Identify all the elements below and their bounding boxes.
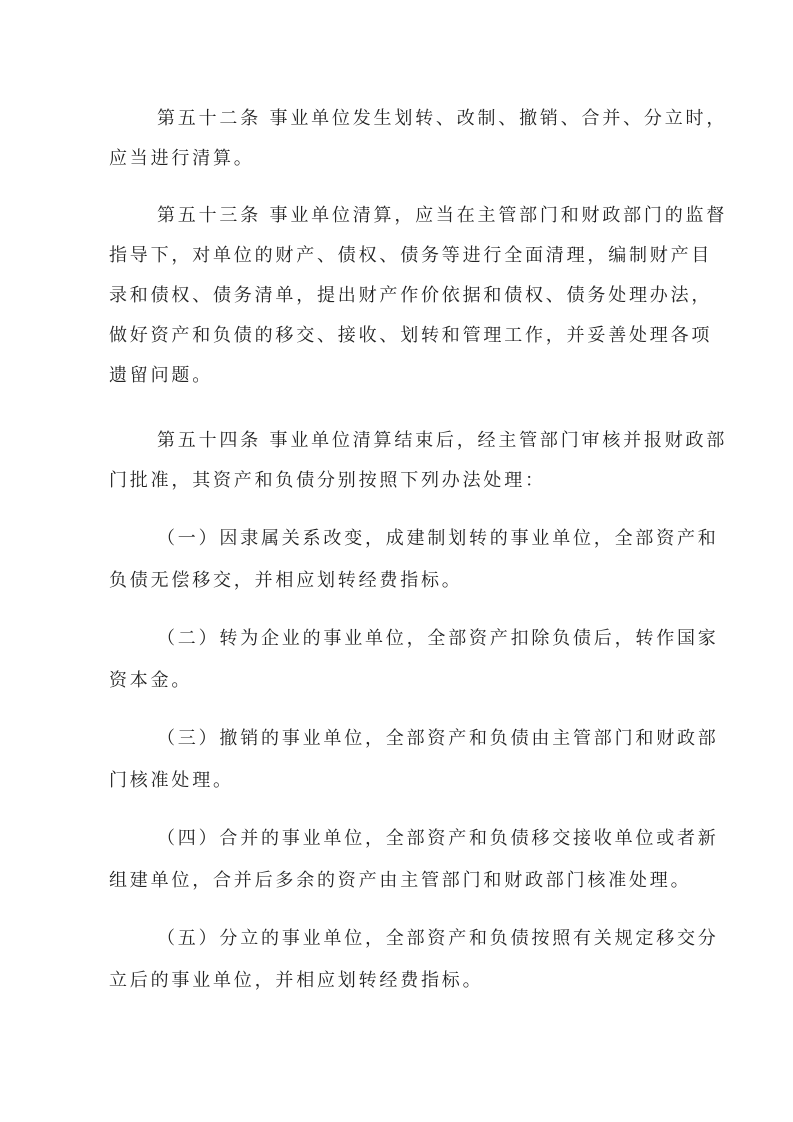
article-53-line-3: 录和债权、债务清单，提出财产作价依据和债权、债务处理办法， <box>109 285 713 306</box>
item-4-line-1: （四）合并的事业单位，全部资产和负债移交接收单位或者新 <box>157 828 719 849</box>
item-1-line-2: 负债无偿移交，并相应划转经费指标。 <box>109 570 463 591</box>
article-53-line-5: 遗留问题。 <box>109 365 213 386</box>
item-5-line-2: 立后的事业单位，并相应划转经费指标。 <box>109 970 484 991</box>
article-52-line-1: 第五十二条 事业单位发生划转、改制、撤销、合并、分立时， <box>157 108 728 129</box>
article-54-line-1: 第五十四条 事业单位清算结束后，经主管部门审核并报财政部 <box>157 430 728 451</box>
article-53-line-1: 第五十三条 事业单位清算，应当在主管部门和财政部门的监督 <box>157 205 728 226</box>
article-53-line-2: 指导下，对单位的财产、债权、债务等进行全面清理，编制财产目 <box>109 245 713 266</box>
item-4-line-2: 组建单位，合并后多余的资产由主管部门和财政部门核准处理。 <box>109 870 692 891</box>
item-5-line-1: （五）分立的事业单位，全部资产和负债按照有关规定移交分 <box>157 928 719 949</box>
article-54-line-2: 门批准，其资产和负债分别按照下列办法处理： <box>109 470 546 491</box>
item-3-line-2: 门核准处理。 <box>109 770 234 791</box>
item-2-line-1: （二）转为企业的事业单位，全部资产扣除负债后，转作国家 <box>157 628 719 649</box>
article-52-line-2: 应当进行清算。 <box>109 148 255 169</box>
article-53-line-4: 做好资产和负债的移交、接收、划转和管理工作，并妥善处理各项 <box>109 325 713 346</box>
item-3-line-1: （三）撤销的事业单位，全部资产和负债由主管部门和财政部 <box>157 728 719 749</box>
item-1-line-1: （一）因隶属关系改变，成建制划转的事业单位，全部资产和 <box>157 528 719 549</box>
item-2-line-2: 资本金。 <box>109 670 193 691</box>
